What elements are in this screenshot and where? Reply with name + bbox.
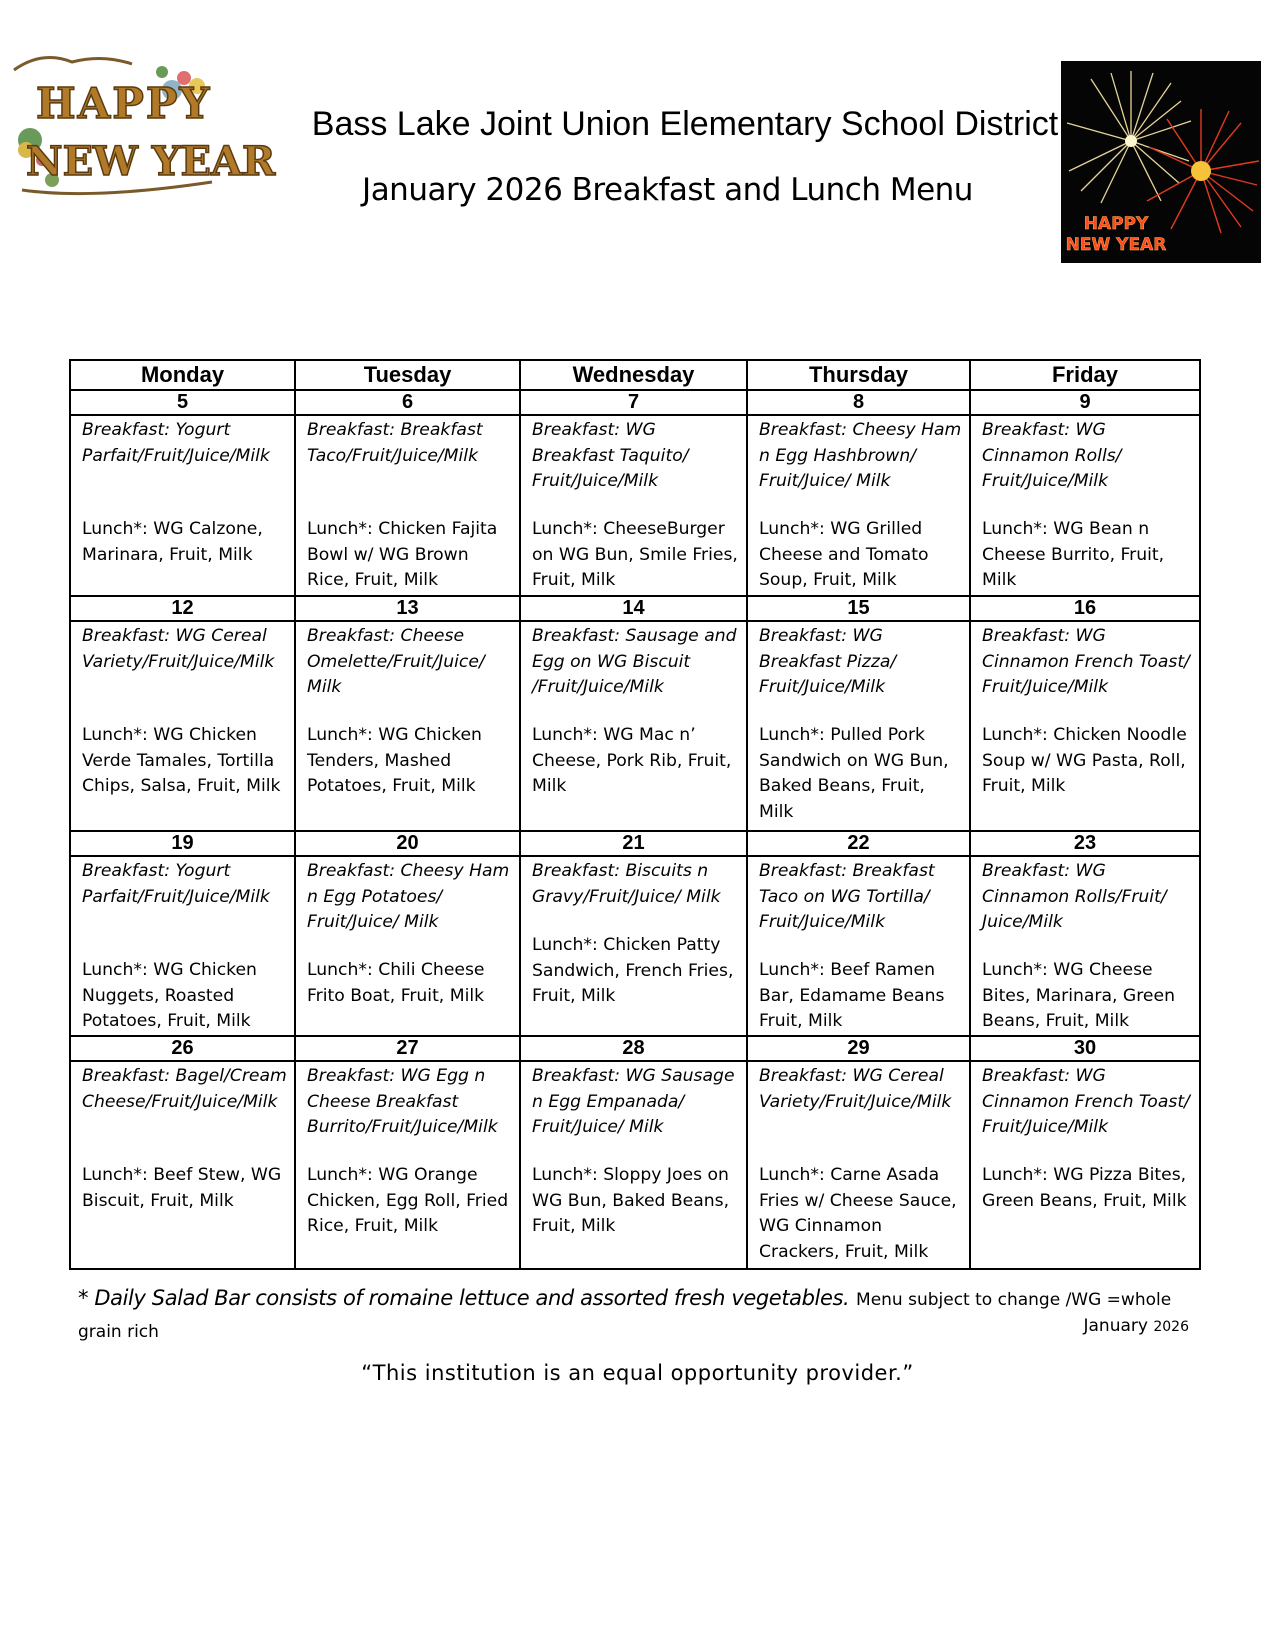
menu-cell [70, 621, 295, 831]
date-row [70, 596, 1200, 621]
lunch-item: Lunch*: Chili Cheese Frito Boat, Fruit, Milk [307, 960, 485, 1006]
menu-calendar [69, 359, 1201, 1270]
fireworks-image [1061, 61, 1261, 263]
lunch-item: Lunch*: WG Calzone, Marinara, Fruit, Milk [82, 519, 263, 565]
menu-cell [747, 621, 970, 831]
logo-right-line-2: NEW YEAR [1065, 235, 1167, 255]
date-number: 15 [747, 596, 970, 621]
breakfast-item: Breakfast: WG Cinnamon Rolls/ Fruit/Juice/Milk [982, 420, 1122, 491]
date-number: 6 [295, 390, 520, 415]
footnote-date [1084, 1316, 1190, 1336]
logo-left-line-2: NEW YEAR [26, 138, 276, 185]
breakfast-item: Breakfast: Sausage and Egg on WG Biscuit /Fruit/Juice/Milk [532, 626, 737, 697]
day-header-tuesday: Tuesday [295, 360, 520, 390]
lunch-item: Lunch*: WG Grilled Cheese and Tomato Soup, Fruit, Milk [759, 519, 929, 590]
menu-cell [70, 415, 295, 596]
menu-cell [747, 1061, 970, 1269]
menu-cell [970, 621, 1200, 831]
date-row [70, 390, 1200, 415]
date-number: 29 [747, 1036, 970, 1061]
lunch-item: Lunch*: WG Chicken Nuggets, Roasted Potatoes, Fruit, Milk [82, 960, 257, 1031]
menu-cell [520, 415, 747, 596]
breakfast-item: Breakfast: WG Cereal Variety/Fruit/Juice/Milk [82, 626, 275, 672]
lunch-item: Lunch*: WG Mac n’ Cheese, Pork Rib, Fruit, Milk [532, 725, 732, 796]
menu-row [70, 621, 1200, 831]
lunch-item: Lunch*: WG Chicken Verde Tamales, Tortilla Chips, Salsa, Fruit, Milk [82, 725, 281, 796]
lunch-item: Lunch*: WG Bean n Cheese Burrito, Fruit, Milk [982, 519, 1165, 590]
fireworks-icon [1061, 61, 1261, 263]
breakfast-item: Breakfast: WG Cinnamon French Toast/ Fruit/Juice/Milk [982, 1066, 1190, 1137]
lunch-item: Lunch*: CheeseBurger on WG Bun, Smile Fries, Fruit, Milk [532, 519, 738, 590]
menu-cell [70, 1061, 295, 1269]
lunch-item: Lunch*: Chicken Noodle Soup w/ WG Pasta, Roll, Fruit, Milk [982, 725, 1187, 796]
menu-cell [520, 621, 747, 831]
breakfast-item: Breakfast: WG Breakfast Taquito/ Fruit/Juice/Milk [532, 420, 689, 491]
menu-cell [747, 415, 970, 596]
menu-cell [970, 856, 1200, 1036]
menu-cell [520, 1061, 747, 1269]
day-header-row [70, 360, 1200, 390]
logo-right-line-1: HAPPY [1083, 214, 1149, 234]
breakfast-item: Breakfast: WG Cinnamon Rolls/Fruit/ Juice/Milk [982, 861, 1167, 932]
date-number: 12 [70, 596, 295, 621]
menu-cell [295, 856, 520, 1036]
day-header-monday: Monday [70, 360, 295, 390]
date-number: 22 [747, 831, 970, 856]
breakfast-item: Breakfast: WG Cinnamon French Toast/ Fruit/Juice/Milk [982, 626, 1190, 697]
breakfast-item: Breakfast: Breakfast Taco/Fruit/Juice/Milk [307, 420, 483, 466]
district-title: Bass Lake Joint Union Elementary School District [311, 105, 1059, 143]
lunch-item: Lunch*: WG Chicken Tenders, Mashed Potatoes, Fruit, Milk [307, 725, 482, 796]
lunch-item: Lunch*: WG Cheese Bites, Marinara, Green Beans, Fruit, Milk [982, 960, 1175, 1031]
breakfast-item: Breakfast: WG Breakfast Pizza/ Fruit/Juice/Milk [759, 626, 897, 697]
lunch-item: Lunch*: Beef Ramen Bar, Edamame Beans Fruit, Milk [759, 960, 945, 1031]
lunch-item: Lunch*: Carne Asada Fries w/ Cheese Sauce, WG Cinnamon Crackers, Fruit, Milk [759, 1165, 957, 1262]
day-header-friday: Friday [970, 360, 1200, 390]
day-header-thursday: Thursday [747, 360, 970, 390]
day-header-wednesday: Wednesday [520, 360, 747, 390]
footnote [78, 1283, 1190, 1347]
breakfast-item: Breakfast: Cheese Omelette/Fruit/Juice/ Milk [307, 626, 485, 697]
menu-row [70, 856, 1200, 1036]
menu-row [70, 415, 1200, 596]
breakfast-item: Breakfast: Yogurt Parfait/Fruit/Juice/Milk [82, 420, 270, 466]
breakfast-item: Breakfast: WG Cereal Variety/Fruit/Juice/Milk [759, 1066, 952, 1112]
breakfast-item: Breakfast: Cheesy Ham n Egg Hashbrown/ Fruit/Juice/ Milk [759, 420, 962, 491]
menu-cell [970, 415, 1200, 596]
menu-cell [520, 856, 747, 1036]
date-number: 26 [70, 1036, 295, 1061]
date-number: 7 [520, 390, 747, 415]
lunch-item: Lunch*: Chicken Patty Sandwich, French Fries, Fruit, Milk [532, 935, 734, 1006]
menu-cell [295, 1061, 520, 1269]
breakfast-item: Breakfast: Biscuits n Gravy/Fruit/Juice/ Milk [532, 861, 721, 907]
equal-opportunity-statement: “This institution is an equal opportunity provider.” [361, 1361, 914, 1385]
date-number: 8 [747, 390, 970, 415]
date-number: 9 [970, 390, 1200, 415]
breakfast-item: Breakfast: Bagel/Cream Cheese/Fruit/Juice/Milk [82, 1066, 287, 1112]
breakfast-item: Breakfast: Cheesy Ham n Egg Potatoes/ Fruit/Juice/ Milk [307, 861, 510, 932]
date-number: 14 [520, 596, 747, 621]
date-number: 30 [970, 1036, 1200, 1061]
lunch-item: Lunch*: Chicken Fajita Bowl w/ WG Brown Rice, Fruit, Milk [307, 519, 498, 590]
date-number: 23 [970, 831, 1200, 856]
date-number: 19 [70, 831, 295, 856]
menu-row [70, 1061, 1200, 1269]
lunch-item: Lunch*: WG Pizza Bites, Green Beans, Fruit, Milk [982, 1165, 1187, 1211]
menu-cell [747, 856, 970, 1036]
breakfast-item: Breakfast: Yogurt Parfait/Fruit/Juice/Milk [82, 861, 270, 907]
date-number: 27 [295, 1036, 520, 1061]
salad-bar-note: * Daily Salad Bar consists of romaine lettuce and assorted fresh vegetables. [78, 1286, 850, 1310]
lunch-item: Lunch*: Sloppy Joes on WG Bun, Baked Beans, Fruit, Milk [532, 1165, 730, 1236]
menu-subject-note: Menu subject to change /WG =whole grain rich [78, 1290, 1172, 1342]
date-number: 5 [70, 390, 295, 415]
breakfast-item: Breakfast: WG Sausage n Egg Empanada/ Fruit/Juice/ Milk [532, 1066, 735, 1137]
date-number: 16 [970, 596, 1200, 621]
menu-subtitle: January 2026 Breakfast and Lunch Menu [362, 172, 973, 208]
date-number: 21 [520, 831, 747, 856]
breakfast-item: Breakfast: WG Egg n Cheese Breakfast Burrito/Fruit/Juice/Milk [307, 1066, 498, 1137]
lunch-item: Lunch*: Pulled Pork Sandwich on WG Bun, Baked Beans, Fruit, Milk [759, 725, 949, 822]
date-number: 20 [295, 831, 520, 856]
lunch-item: Lunch*: WG Orange Chicken, Egg Roll, Fried Rice, Fruit, Milk [307, 1165, 509, 1236]
breakfast-item: Breakfast: Breakfast Taco on WG Tortilla/ Fruit/Juice/Milk [759, 861, 935, 932]
menu-cell [295, 621, 520, 831]
date-number: 13 [295, 596, 520, 621]
menu-cell [295, 415, 520, 596]
date-row [70, 831, 1200, 856]
date-number: 28 [520, 1036, 747, 1061]
menu-cell [70, 856, 295, 1036]
logo-left-line-1: HAPPY [36, 79, 212, 128]
date-row [70, 1036, 1200, 1061]
footnote-month: January [1083, 1316, 1148, 1336]
menu-cell [970, 1061, 1200, 1269]
footnote-year: 2026 [1153, 1319, 1189, 1335]
lunch-item: Lunch*: Beef Stew, WG Biscuit, Fruit, Milk [82, 1165, 282, 1211]
